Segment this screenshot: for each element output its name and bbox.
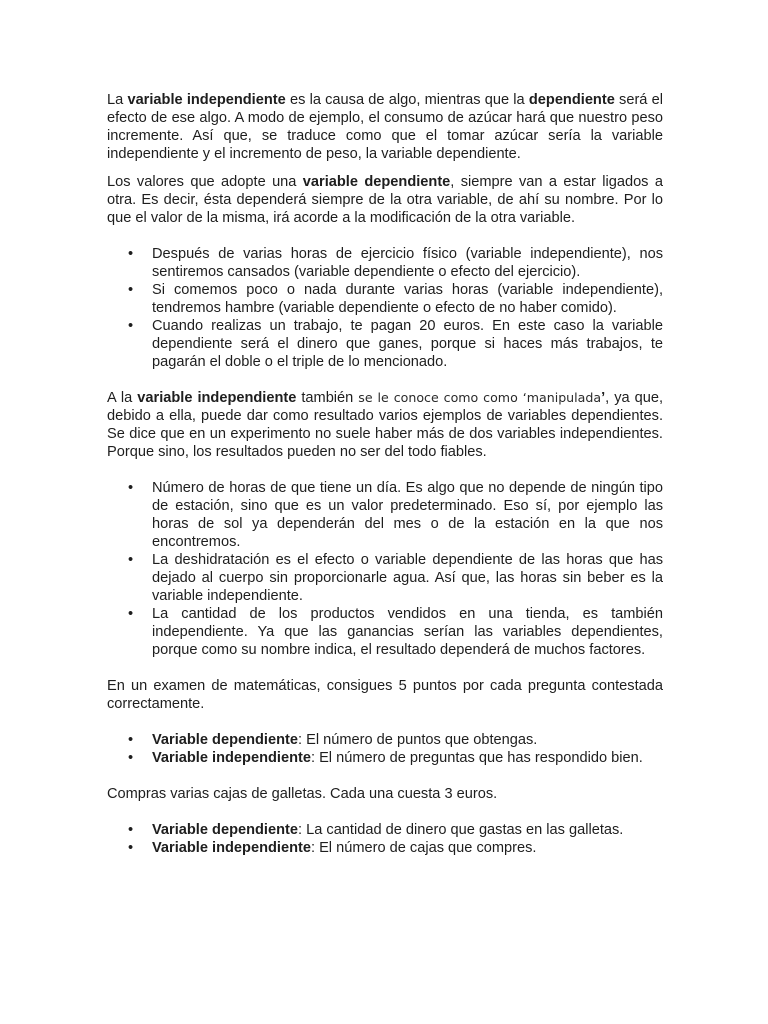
paragraph-math-exam: En un examen de matemáticas, consigues 5 puntos por cada pregunta contestada correctamente. xyxy=(107,678,663,712)
bold-term: variable dependiente xyxy=(302,174,451,190)
bold-term: variable independiente xyxy=(127,92,286,108)
list-item: • La cantidad de los productos vendidos en una tienda, es también independiente. Ya que las ganancias serían las variables dependientes, porque como su nombre indica, el resultado dependerá de muchos factores. xyxy=(152,605,663,659)
list-item: • Después de varias horas de ejercicio físico (variable independiente), nos sentiremos cansados (variable dependiente o efecto del ejercicio). xyxy=(152,245,663,281)
paragraph-cookies: Compras varias cajas de galletas. Cada una cuesta 3 euros. xyxy=(107,786,498,802)
bold-term: Variable dependiente xyxy=(152,822,298,838)
paragraph-independent-manipulated xyxy=(107,389,663,461)
text-run: : El número de preguntas que has respondido bien. xyxy=(310,750,643,766)
text-run: : La cantidad de dinero que gastas en las galletas. xyxy=(298,822,624,838)
examples-list-1 xyxy=(107,245,663,371)
list-item xyxy=(152,731,663,749)
text-run: también xyxy=(296,390,359,406)
document-page xyxy=(107,91,663,869)
text-run: será el efecto de ese algo. A modo de ejemplo, el consumo de azúcar hará que nuestro peso incremente. Así que, se traduce como que el tomar azúcar sería la variable independiente y el incremento de peso, la variable dependiente. xyxy=(107,92,663,162)
list-item: • Si comemos poco o nada durante varias horas (variable independiente), tendremos hambre (variable dependiente o efecto de no haber comido). xyxy=(152,281,663,317)
list-item: • La deshidratación es el efecto o variable dependiente de las horas que has dejado al cuerpo sin proporcionarle agua. Así que, las horas sin beber es la variable independiente. xyxy=(152,551,663,605)
list-item: • Número de horas de que tiene un día. Es algo que no depende de ningún tipo de estación, sino que es un valor predeterminado. Eso sí, por ejemplo las horas de sol ya dependerán del mes o de la estación en la que nos encontremos. xyxy=(152,479,663,551)
paragraph-definition xyxy=(107,91,663,163)
bold-term: Variable independiente xyxy=(152,840,311,856)
list-item: • Cuando realizas un trabajo, te pagan 20 euros. En este caso la variable dependiente será el dinero que ganes, porque si haces más trabajos, te pagarán el doble o el triple de lo mencionado. xyxy=(152,317,663,371)
text-run: , ya que, debido a ella, puede dar como resultado varios ejemplos de variables dependientes. Se dice que en un experimento no suele haber más de dos variables independientes. Porque sino, los resultados pueden no ser del todo fiables. xyxy=(107,390,664,460)
text-run: A la xyxy=(107,390,138,406)
text-run: , siempre van a estar ligados a otra. Es decir, ésta dependerá siempre de la otra variable, de ahí su nombre. Por lo que el valor de la misma, irá acorde a la modificación de la otra variable. xyxy=(107,174,663,226)
paragraph-dependent-values xyxy=(107,173,663,227)
text-run: Los valores que adopte una xyxy=(107,174,303,190)
text-run: La xyxy=(107,92,128,108)
math-exam-list xyxy=(107,731,663,767)
bold-term: ’ xyxy=(601,390,606,406)
list-item xyxy=(152,821,663,839)
bold-term: Variable dependiente xyxy=(152,732,298,748)
alt-font-run: se le conoce como como ‘manipulada xyxy=(358,390,602,405)
list-item xyxy=(152,749,663,767)
text-run: : El número de puntos que obtengas. xyxy=(298,732,538,748)
examples-list-2 xyxy=(107,479,663,659)
text-run: es la causa de algo, mientras que la xyxy=(285,92,529,108)
text-run: : El número de cajas que compres. xyxy=(310,840,537,856)
list-item xyxy=(152,839,663,857)
bold-term: dependiente xyxy=(528,92,615,108)
bold-term: variable independiente xyxy=(137,390,297,406)
cookies-list xyxy=(107,821,663,857)
bold-term: Variable independiente xyxy=(152,750,311,766)
